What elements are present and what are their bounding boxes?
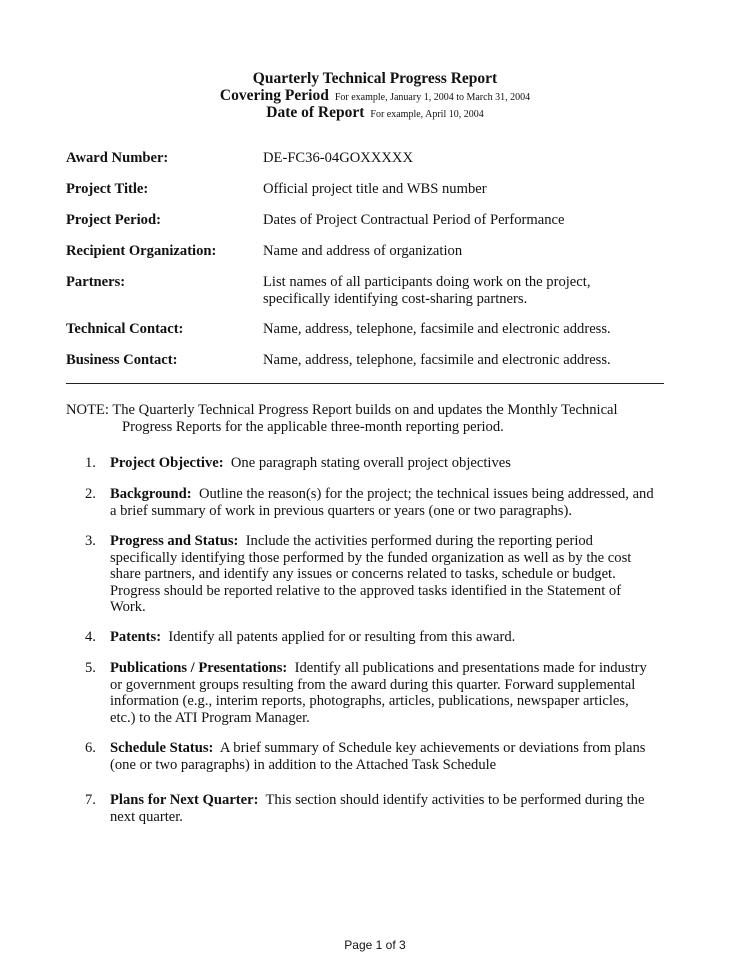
field-value: Name, address, telephone, facsimile and electronic address. [263,352,611,368]
field-label: Recipient Organization: [66,243,217,259]
field-label: Partners: [66,274,126,290]
item-text-line: etc.) to the ATI Program Manager. [110,709,310,726]
item-heading: Plans for Next Quarter: [110,792,259,808]
item-text: One paragraph stating overall project objectives [230,455,511,471]
item-number: 6. [85,740,96,756]
item-heading: Patents: [110,629,162,645]
item-text-line: next quarter. [110,808,183,825]
item-first-line [110,629,515,646]
report-title: Quarterly Technical Progress Report [252,70,498,87]
item-text: A brief summary of Schedule key achievements or deviations from plans [219,740,646,756]
field-value: Name, address, telephone, facsimile and electronic address. [263,321,611,337]
item-first-line [110,740,645,757]
field-label: Project Title: [66,181,149,197]
item-text-line: Work. [110,599,146,615]
item-number: 3. [85,533,96,549]
field-label: Project Period: [66,212,161,228]
covering-period-example: For example, January 1, 2004 to March 31, 2004 [334,92,531,103]
divider [66,383,664,384]
item-first-line [110,486,654,503]
note-line-2: Progress Reports for the applicable three-month reporting period. [122,419,504,435]
item-number: 5. [85,660,96,676]
field-label: Business Contact: [66,352,178,368]
item-first-line [110,533,593,550]
field-label: Technical Contact: [66,321,184,337]
item-first-line [110,792,644,809]
item-text: Outline the reason(s) for the project; the technical issues being addressed, and [198,486,654,502]
date-of-report-example: For example, April 10, 2004 [370,109,484,120]
item-text: This section should identify activities to be performed during the [265,792,645,808]
item-text-line: Progress should be reported relative to the approved tasks identified in the Statement of [110,582,622,599]
date-of-report-label: Date of Report [266,104,365,121]
item-number: 2. [85,486,96,502]
item-text-line: or government groups resulting from the award during this quarter. Forward supplemental [110,676,636,693]
item-text: Identify all publications and presentations made for industry [294,660,647,676]
item-number: 7. [85,792,96,808]
item-heading: Publications / Presentations: [110,660,288,676]
field-value: Dates of Project Contractual Period of Performance [263,212,565,228]
item-heading: Schedule Status: [110,740,214,756]
note-line-1: NOTE: The Quarterly Technical Progress Report builds on and updates the Monthly Technical [66,402,618,418]
item-text: Include the activities performed during the reporting period [245,533,593,549]
item-number: 4. [85,629,96,645]
field-label: Award Number: [66,150,169,166]
covering-period-label: Covering Period [219,87,329,104]
item-text-line: specifically identifying those performed by the funded organization as well as by the cost [110,549,632,566]
item-text: Identify all patents applied for or resulting from this award. [168,629,516,645]
field-value: List names of all participants doing work on the project, [263,274,591,290]
field-value: DE-FC36-04GOXXXXX [263,150,413,166]
item-first-line [110,660,647,677]
item-heading: Background: [110,486,192,502]
field-value: Official project title and WBS number [263,181,487,197]
item-heading: Progress and Status: [110,533,239,549]
item-first-line [110,455,511,472]
item-heading: Project Objective: [110,455,224,471]
date-of-report [0,104,750,122]
field-value: Name and address of organization [263,243,463,259]
item-text-line: a brief summary of work in previous quarters or years (one or two paragraphs). [110,502,572,519]
item-text-line: (one or two paragraphs) in addition to the Attached Task Schedule [110,756,497,773]
field-value: specifically identifying cost-sharing partners. [263,291,528,307]
item-text-line: share partners, and identify any issues or concerns related to tasks, schedule or budget. [110,566,616,582]
covering-period [0,87,750,105]
item-number: 1. [85,455,96,471]
item-text-line: information (e.g., interim reports, photographs, articles, publications, newspaper articles, [110,693,629,709]
page-number: Page 1 of 3 [344,938,406,952]
